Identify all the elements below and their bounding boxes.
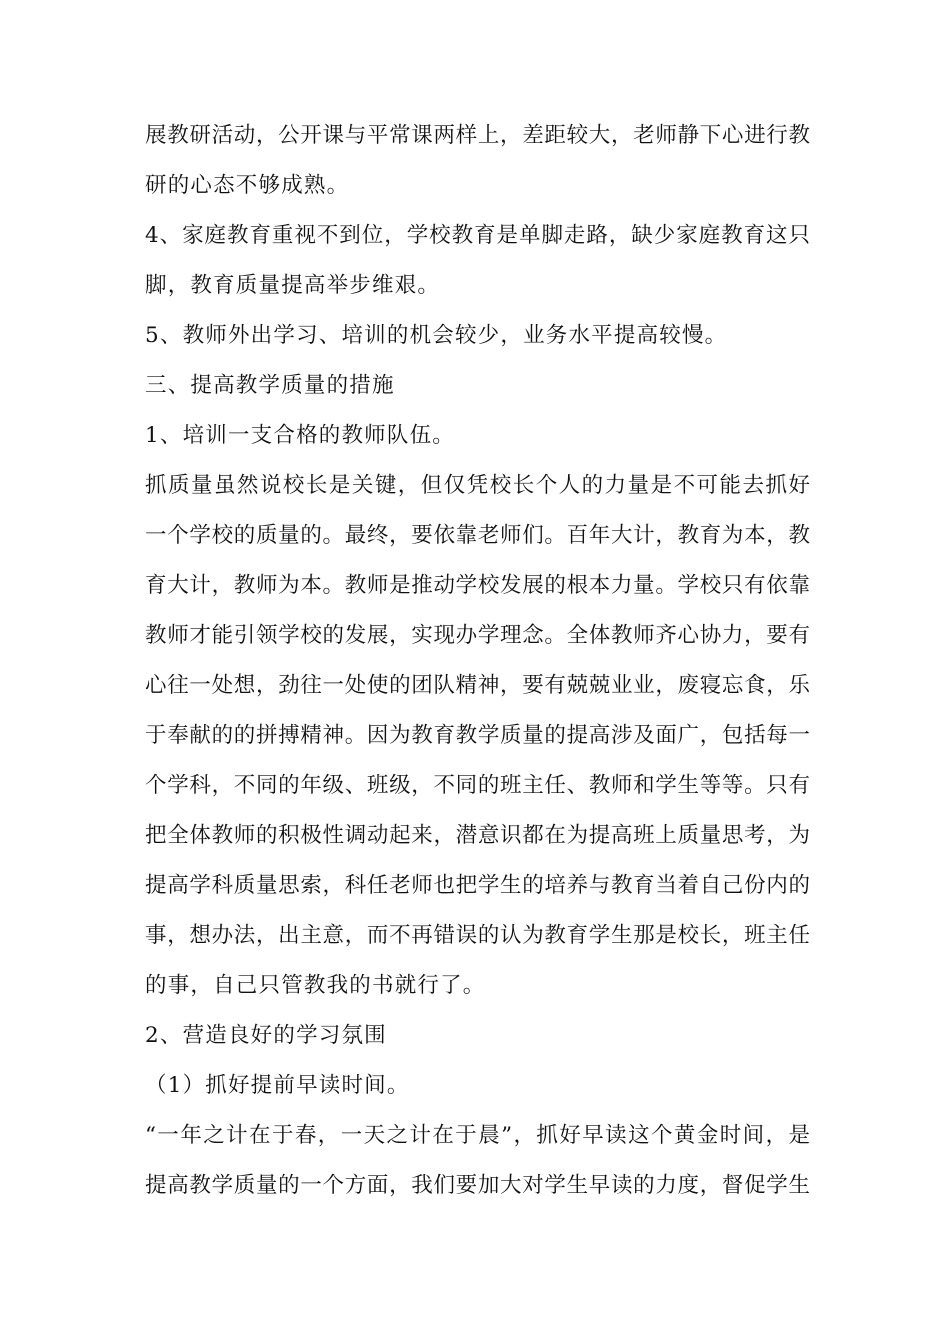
text-line: 4、家庭教育重视不到位，学校教育是单脚走路，缺少家庭教育这只 [145, 223, 810, 248]
text-line: （1）抓好提前早读时间。 [145, 1073, 410, 1098]
text-line: 教师才能引领学校的发展，实现办学理念。全体教师齐心协力，要有 [145, 623, 810, 648]
text-line: 1、培训一支合格的教师队伍。 [145, 423, 455, 448]
text-line: 于奉献的的拼搏精神。因为教育教学质量的提高涉及面广，包括每一 [145, 723, 810, 748]
text-line: 事，想办法，出主意，而不再错误的认为教育学生那是校长，班主任 [145, 923, 810, 948]
text-line: 心往一处想，劲往一处使的团队精神，要有兢兢业业，废寝忘食，乐 [145, 673, 810, 698]
text-line: 2、营造良好的学习氛围 [145, 1023, 387, 1048]
text-line: 的事，自己只管教我的书就行了。 [145, 973, 486, 998]
text-line: 抓质量虽然说校长是关键，但仅凭校长个人的力量是不可能去抓好 [145, 473, 810, 498]
text-line: 个学科，不同的年级、班级，不同的班主任、教师和学生等等。只有 [145, 773, 810, 798]
text-line: 展教研活动，公开课与平常课两样上，差距较大，老师静下心进行教 [145, 123, 810, 148]
text-line: 把全体教师的积极性调动起来，潜意识都在为提高班上质量思考，为 [145, 823, 810, 848]
document-body [145, 116, 810, 1216]
text-line: 5、教师外出学习、培训的机会较少，业务水平提高较慢。 [145, 323, 728, 348]
text-line: 三、提高教学质量的措施 [145, 373, 395, 398]
text-line: “一年之计在于春，一天之计在于晨”，抓好早读这个黄金时间，是 [145, 1123, 810, 1148]
text-line: 研的心态不够成熟。 [145, 173, 350, 198]
text-line: 提高教学质量的一个方面，我们要加大对学生早读的力度，督促学生 [145, 1173, 810, 1198]
text-line: 一个学校的质量的。最终，要依靠老师们。百年大计，教育为本，教 [145, 523, 810, 548]
text-line: 脚，教育质量提高举步维艰。 [145, 273, 441, 298]
text-line: 提高学科质量思索，科任老师也把学生的培养与教育当着自己份内的 [145, 873, 810, 898]
text-line: 育大计，教师为本。教师是推动学校发展的根本力量。学校只有依靠 [145, 573, 810, 598]
